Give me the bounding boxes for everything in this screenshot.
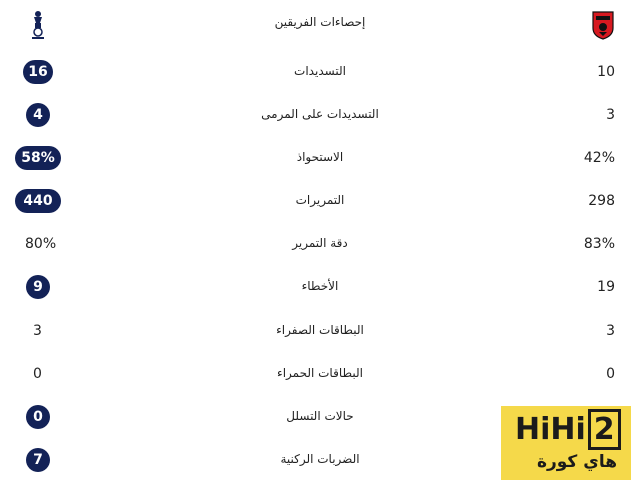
home-stat-value: 42% (583, 150, 615, 166)
stat-label: التسديدات (294, 64, 346, 78)
stat-label: البطاقات الحمراء (277, 366, 363, 380)
away-stat-pill: 9 (26, 275, 50, 299)
stat-row-shots (0, 57, 640, 89)
home-stat-value: 10 (597, 64, 615, 80)
away-stat-value: 0 (33, 366, 42, 382)
away-stat-pill: 7 (26, 448, 50, 472)
away-stat-value: 80% (25, 236, 57, 252)
stat-label: الاستحواذ (296, 150, 344, 164)
away-stat-pill: 4 (26, 103, 50, 127)
stat-row-pass-accuracy (0, 229, 640, 261)
stat-row-passes (0, 186, 640, 218)
watermark-subtitle: هاي كورة (536, 452, 617, 472)
home-stat-value: 19 (597, 279, 615, 295)
stat-label: دقة التمرير (292, 236, 348, 250)
stat-label: التمريرات (295, 193, 345, 207)
home-stat-value: 3 (606, 107, 615, 123)
stat-row-fouls (0, 272, 640, 304)
stat-label: الأخطاء (301, 279, 339, 293)
stat-row-shots-on-target (0, 100, 640, 132)
hihi2-watermark-logo (501, 406, 631, 480)
stat-label: حالات التسلل (286, 409, 354, 423)
away-stat-pill: 0 (26, 405, 50, 429)
stats-title: إحصاءات الفريقين (274, 15, 366, 29)
stat-row-yellow-cards (0, 316, 640, 348)
away-stat-pill: 16 (23, 60, 53, 84)
home-stat-value: 3 (606, 323, 615, 339)
home-stat-value: 298 (588, 193, 615, 209)
stats-header (0, 0, 640, 48)
away-stat-value: 3 (33, 323, 42, 339)
watermark-brand: HiHi (515, 412, 586, 447)
home-stat-value: 0 (606, 366, 615, 382)
stat-row-red-cards (0, 359, 640, 391)
home-stat-value: 83% (583, 236, 615, 252)
stat-label: التسديدات على المرمى (261, 107, 379, 121)
watermark-brand-number: 2 (588, 409, 621, 450)
away-stat-pill: 58% (15, 146, 61, 170)
stat-label: الضربات الركنية (280, 452, 360, 466)
away-stat-pill: 440 (15, 189, 61, 213)
bournemouth-crest-icon (592, 10, 614, 40)
stat-label: البطاقات الصفراء (276, 323, 364, 337)
stat-row-possession (0, 143, 640, 175)
